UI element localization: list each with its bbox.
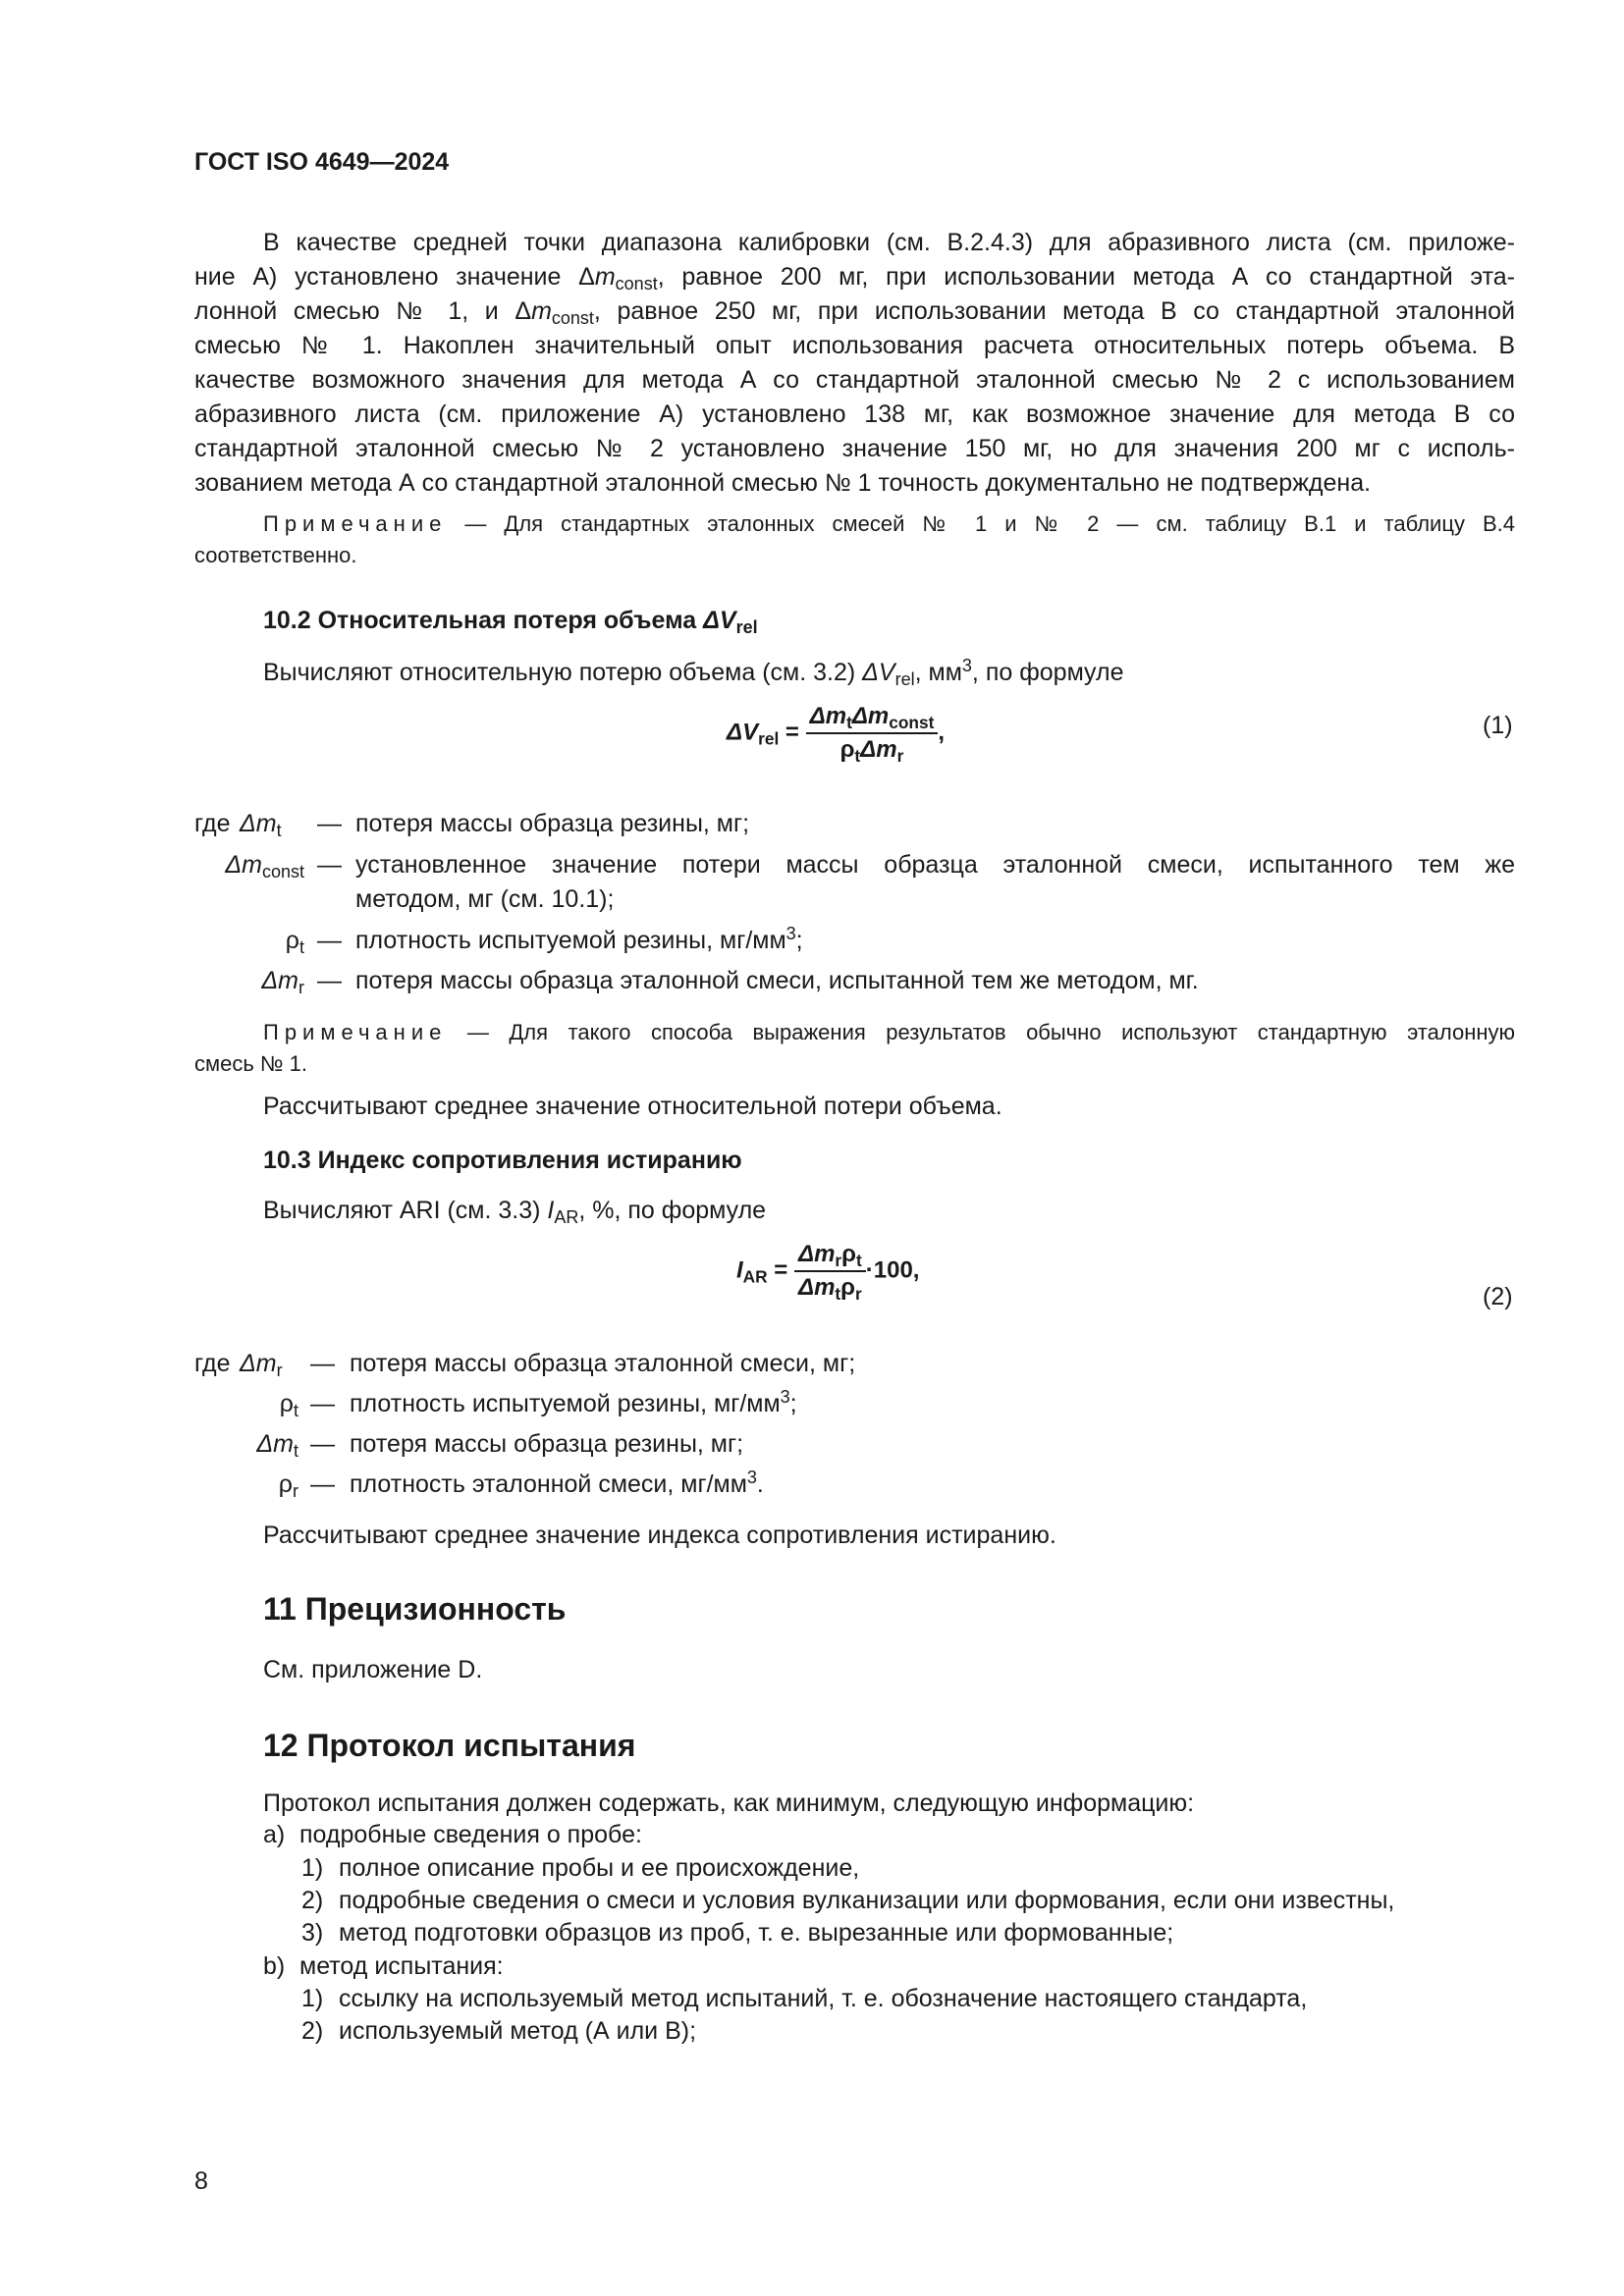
intro-line-2 <box>194 260 1515 294</box>
def-8-text <box>350 1468 1509 1502</box>
def-6-tail: ; <box>789 1390 797 1417</box>
s10-3-intro-b: , %, по формуле <box>578 1197 767 1224</box>
list-item-a2-marker: 2) <box>301 1887 324 1914</box>
equation-number-1: (1) <box>1483 712 1513 739</box>
intro-line-3-m: m <box>531 297 552 325</box>
section-10-2-closing: Рассчитывают среднее значение относительной потери объема. <box>263 1093 1002 1120</box>
def-1-text: потеря массы образца резины, мг; <box>355 810 750 837</box>
where-label-1: где <box>194 810 231 837</box>
note-2-text: — Для такого способа выражения результатов обычно используют стандартную эталонную <box>447 1020 1515 1044</box>
intro-line-2-delta: Δ <box>578 263 595 291</box>
intro-line-2-a: ние А) установлено значение <box>194 263 579 291</box>
intro-line-3-sub: const <box>551 308 594 328</box>
section-12-title: 12 Протокол испытания <box>263 1728 636 1763</box>
note-2-label: Примечание <box>263 1020 448 1044</box>
def-3-text-a: плотность испытуемой резины, мг/мм <box>355 927 786 954</box>
intro-line-2-b: , равное 200 мг, при использовании метода А со стандартной эта- <box>657 263 1515 291</box>
def-6-symbol: $\rho_t$ <box>279 1390 298 1420</box>
equation-number-2: (2) <box>1483 1283 1513 1310</box>
note-2-line-1 <box>194 1017 1515 1048</box>
def-7-text: потеря массы образца резины, мг; <box>350 1430 744 1458</box>
list-item-a3-marker: 3) <box>301 1919 324 1947</box>
list-item-a-marker: a) <box>263 1821 286 1848</box>
def-2-text <box>355 848 1515 917</box>
def-5-dash: — <box>310 1350 335 1377</box>
def-6-text <box>350 1387 1509 1421</box>
def-1-dash: — <box>317 810 342 837</box>
def-7-dash: — <box>310 1430 335 1458</box>
def-4-text: потеря массы образца эталонной смеси, испытанной тем же методом, мг. <box>355 967 1199 994</box>
def-4-symbol: $\Delta m_r$ <box>261 967 304 997</box>
s10-2-intro-c: , по формуле <box>971 659 1124 686</box>
list-item-a2-text: подробные сведения о смеси и условия вулканизации или формования, если они известны, <box>339 1887 1395 1914</box>
intro-line-3-delta: Δ <box>514 297 532 325</box>
list-item-b1-text: ссылку на используемый метод испытаний, т. е. обозначение настоящего стандарта, <box>339 1985 1308 2012</box>
section-11-text: См. приложение D. <box>263 1656 483 1683</box>
s10-3-intro-sub: AR <box>554 1207 579 1227</box>
list-item-b-text: метод испытания: <box>299 1952 504 1980</box>
list-item-a-text: подробные сведения о пробе: <box>299 1821 642 1848</box>
list-item-a1-text: полное описание пробы и ее происхождение, <box>339 1854 860 1882</box>
def-2-dash: — <box>317 851 342 879</box>
intro-line-8: зованием метода А со стандартной эталонной смесью № 1 точность документально не подтверждена. <box>194 469 1372 497</box>
s10-2-intro-sub: rel <box>894 669 915 689</box>
section-10-2-intro <box>263 656 1124 690</box>
section-10-3-title: 10.3 Индекс сопротивления истиранию <box>263 1147 742 1174</box>
document-header: ГОСТ ISO 4649—2024 <box>194 148 450 176</box>
def-2-line-2: методом, мг (см. 10.1); <box>355 885 615 913</box>
def-3-tail: ; <box>795 927 803 954</box>
intro-line-2-sub: const <box>615 274 658 294</box>
def-8-symbol: $\rho_r$ <box>278 1470 298 1501</box>
note-2 <box>194 1017 1515 1080</box>
list-item-a1-marker: 1) <box>301 1854 324 1882</box>
s10-2-title-text: 10.2 Относительная потеря объема <box>263 607 704 634</box>
def-8-dash: — <box>310 1470 335 1498</box>
def-6-text-a: плотность испытуемой резины, мг/мм <box>350 1390 781 1417</box>
list-item-b2-marker: 2) <box>301 2017 324 2045</box>
formula-1: $\Delta V_{rel}$ = $\frac{\Delta m_t\Delta m_{const}}{\rho_t\Delta m_r}$ , <box>727 703 945 766</box>
def-3-text <box>355 924 1515 958</box>
formula-1-fraction: $\frac{\Delta m_t\Delta m_{const}}{\rho_t\Delta m_r}$ <box>806 701 939 766</box>
s10-2-title-sub: rel <box>735 617 758 637</box>
intro-line-4: смесью № 1. Накоплен значительный опыт использования расчета относительных потерь объема. В <box>194 332 1515 359</box>
s10-3-intro-a: Вычисляют ARI (см. 3.3) <box>263 1197 548 1224</box>
intro-line-6: абразивного листа (см. приложение А) установлено 138 мг, как возможное значение для метода В со <box>194 400 1515 428</box>
def-8-sup: 3 <box>746 1468 757 1487</box>
list-item-b2-text: используемый метод (А или В); <box>339 2017 697 2045</box>
def-3-sup: 3 <box>785 924 796 943</box>
note-1-label: Примечание <box>263 511 448 536</box>
section-10-3-closing: Рассчитывают среднее значение индекса сопротивления истиранию. <box>263 1522 1056 1549</box>
note-1 <box>194 508 1515 571</box>
def-4-dash: — <box>317 967 342 994</box>
page-number: 8 <box>194 2167 208 2195</box>
intro-paragraph <box>194 226 1515 501</box>
intro-line-3-a: лонной смесью № 1, и <box>194 297 515 325</box>
def-6-dash: — <box>310 1390 335 1417</box>
formula-2-fraction: $\frac{\Delta m_r\rho_t}{\Delta m_t\rho_r}$ <box>794 1239 866 1304</box>
section-12-intro: Протокол испытания должен содержать, как минимум, следующую информацию: <box>263 1789 1195 1817</box>
note-1-text: — Для стандартных эталонных смесей № 1 и № 2 — см. таблицу В.1 и таблицу В.4 <box>447 511 1515 536</box>
def-1-symbol: $\Delta m_t$ <box>240 810 282 840</box>
section-11-title: 11 Прецизионность <box>263 1591 567 1627</box>
def-5-text: потеря массы образца эталонной смеси, мг; <box>350 1350 856 1377</box>
section-10-3-intro <box>263 1194 766 1228</box>
s10-2-intro-sup: 3 <box>961 656 972 675</box>
def-8-text-a: плотность эталонной смеси, мг/мм <box>350 1470 747 1498</box>
intro-line-2-m: m <box>594 263 616 291</box>
def-5-symbol: $\Delta m_r$ <box>240 1350 283 1380</box>
note-1-line-1 <box>194 508 1515 540</box>
s10-3-intro-sym: I <box>547 1197 555 1224</box>
list-item-b-marker: b) <box>263 1952 286 1980</box>
section-10-2-title <box>263 605 758 636</box>
s10-2-intro-a: Вычисляют относительную потерю объема (см. 3.2) <box>263 659 863 686</box>
s10-2-title-sym: ΔV <box>703 607 736 634</box>
intro-line-7: стандартной эталонной смесью № 2 установлено значение 150 мг, но для значения 200 мг с исполь- <box>194 435 1515 462</box>
def-6-sup: 3 <box>780 1387 790 1407</box>
where-label-2: где <box>194 1350 231 1377</box>
intro-line-3 <box>194 294 1515 329</box>
def-3-symbol: $\rho_t$ <box>285 927 304 957</box>
intro-line-5: качестве возможного значения для метода А со стандартной эталонной смесью № 2 с использованием <box>194 366 1515 394</box>
def-2-symbol: $\Delta m_{const}$ <box>225 851 304 881</box>
intro-line-3-b: , равное 250 мг, при использовании метода В со стандартной эталонной <box>593 297 1516 325</box>
def-7-symbol: $\Delta m_t$ <box>256 1430 298 1461</box>
formula-2-tail: ·100, <box>865 1256 920 1284</box>
def-8-tail: . <box>756 1470 764 1498</box>
s10-2-intro-b: , мм <box>914 659 962 686</box>
note-1-line-2: соответственно. <box>194 543 357 567</box>
formula-2: $I_{AR}$ = $\frac{\Delta m_r\rho_t}{\Delta m_t\rho_r}$ ·100, <box>736 1241 920 1304</box>
list-item-a3-text: метод подготовки образцов из проб, т. е. вырезанные или формованные; <box>339 1919 1174 1947</box>
def-3-dash: — <box>317 927 342 954</box>
list-item-b1-marker: 1) <box>301 1985 324 2012</box>
s10-2-intro-sym: ΔV <box>862 659 895 686</box>
note-2-line-2: смесь № 1. <box>194 1051 307 1076</box>
intro-line-1: В качестве средней точки диапазона калибровки (см. В.2.4.3) для абразивного листа (см. приложе- <box>263 229 1515 256</box>
def-2-line-1: установленное значение потери массы образца эталонной смеси, испытанного тем же <box>355 851 1515 879</box>
